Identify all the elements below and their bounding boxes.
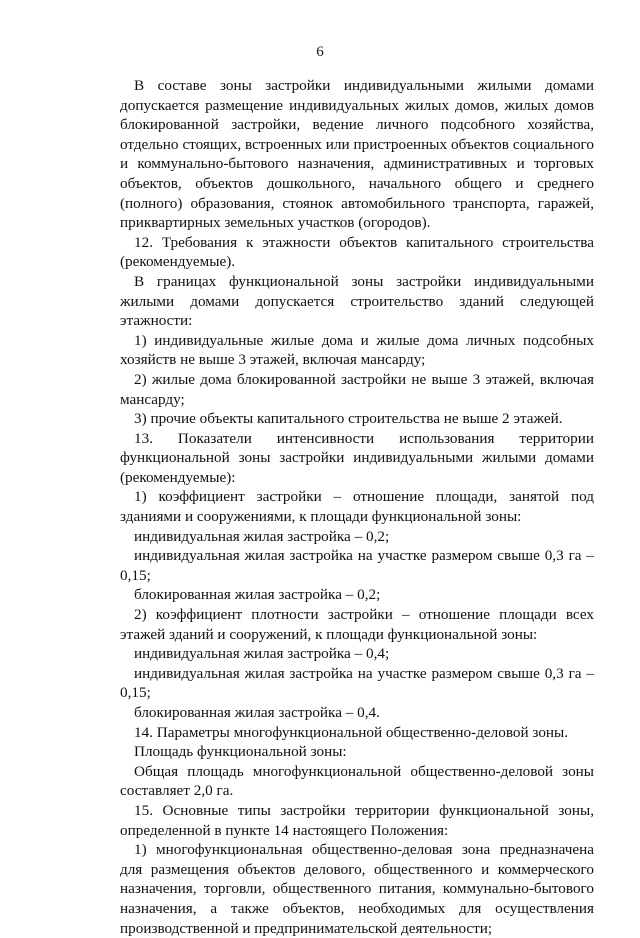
paragraph: 14. Параметры многофункциональной общественно-деловой зоны. bbox=[134, 723, 569, 741]
paragraph: 3) прочие объекты капитального строительства не выше 2 этажей. bbox=[134, 410, 563, 428]
paragraph: 1) многофункциональная общественно-деловая зона предназначена для размещения объектов делового, общественного и коммерческого назначения, торговли, общественного питания, коммунально-бытового назначения, а также объектов, необходимых для осуществления производственной и предпринимательской деятельности; bbox=[120, 841, 594, 937]
paragraph: индивидуальная жилая застройка на участке размером свыше 0,3 га – 0,15; bbox=[120, 547, 594, 584]
paragraph: Общая площадь многофункциональной общественно-деловой зоны составляет 2,0 га. bbox=[120, 762, 594, 800]
paragraph: 12. Требования к этажности объектов капитального строительства (рекомендуемые). bbox=[120, 233, 594, 271]
paragraph: 2) жилые дома блокированной застройки не выше 3 этажей, включая мансарду; bbox=[120, 370, 594, 408]
document-body bbox=[120, 76, 594, 938]
paragraph: 1) коэффициент застройки – отношение площади, занятой под зданиями и сооружениями, к площади функциональной зоны: bbox=[120, 488, 594, 526]
paragraph: индивидуальная жилая застройка – 0,4; bbox=[134, 645, 390, 663]
paragraph: Площадь функциональной зоны: bbox=[134, 743, 347, 761]
page-number: 6 bbox=[316, 44, 324, 60]
paragraph: индивидуальная жилая застройка на участке размером свыше 0,3 га – 0,15; bbox=[120, 664, 594, 702]
paragraph: блокированная жилая застройка – 0,2; bbox=[134, 586, 381, 604]
paragraph: 15. Основные типы застройки территории функциональной зоны, определенной в пункте 14 настоящего Положения: bbox=[120, 801, 594, 839]
paragraph: 1) индивидуальные жилые дома и жилые дома личных подсобных хозяйств не выше 3 этажей, включая мансарду; bbox=[120, 331, 594, 369]
paragraph: 2) коэффициент плотности застройки – отношение площади всех этажей зданий и сооружений, к площади функциональной зоны: bbox=[120, 606, 594, 643]
paragraph: блокированная жилая застройка – 0,4. bbox=[134, 704, 380, 721]
paragraph: 13. Показатели интенсивности использования территории функциональной зоны застройки индивидуальными жилыми домами (рекомендуемые): bbox=[120, 429, 594, 486]
paragraph: индивидуальная жилая застройка – 0,2; bbox=[134, 527, 390, 545]
paragraph: В границах функциональной зоны застройки индивидуальными жилыми домами допускается строительство зданий следующей этажности: bbox=[120, 272, 594, 330]
paragraph: В составе зоны застройки индивидуальными жилыми домами допускается размещение индивидуальных жилых домов, жилых домов блокированной застройки, ведение личного подсобного хозяйства, отдельно стоящих, встроенных или пристроенных объектов социального и коммунально-бытового назначения, административных и торговых объектов, объектов дошкольного, начального общего и среднего (полного) образования, стоянок автомобильного транспорта, гаражей, приквартирных земельных участков (огородов). bbox=[120, 77, 594, 232]
